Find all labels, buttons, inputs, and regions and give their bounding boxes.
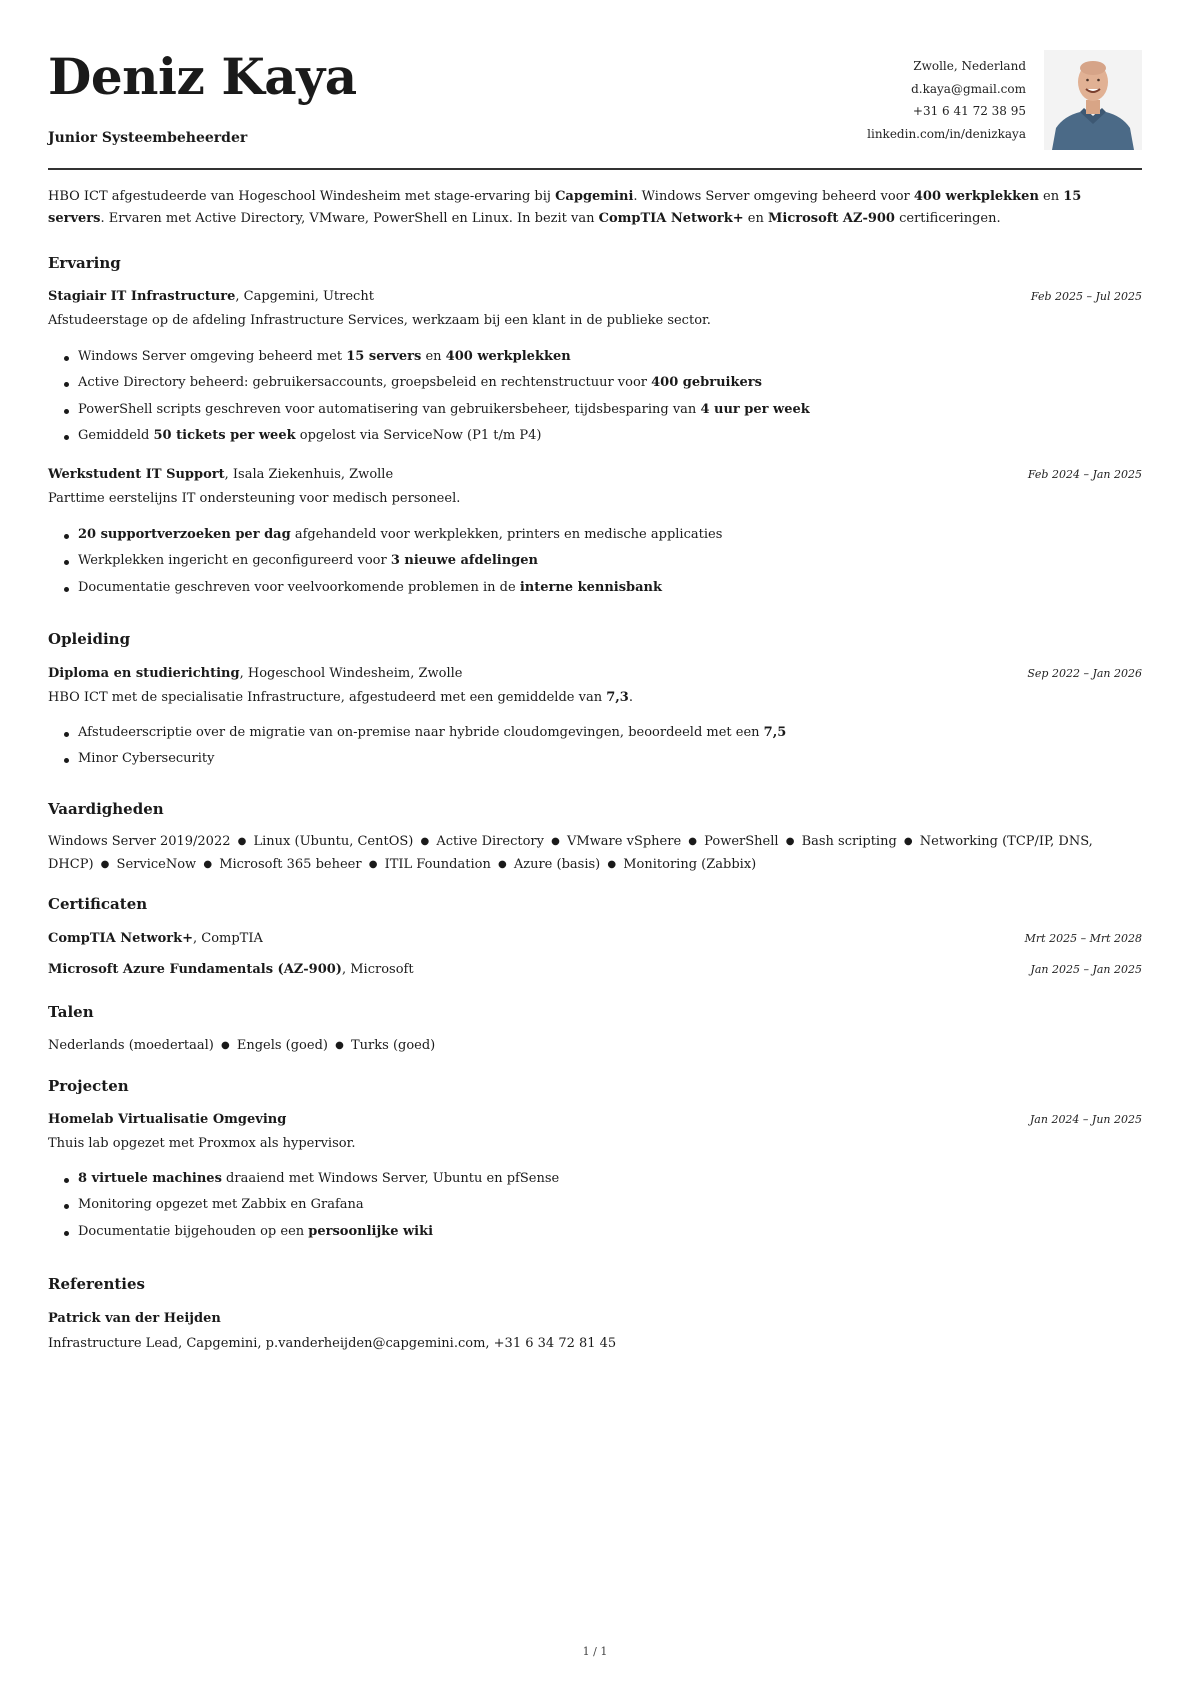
- certificate-issuer: , CompTIA: [193, 931, 263, 946]
- experience-entry-2-header: [48, 466, 1142, 484]
- reference-name: Patrick van der Heijden: [48, 1311, 221, 1326]
- list-item: Monitoring (Zabbix): [623, 857, 757, 872]
- text-run: . Windows Server omgeving beheerd voor: [633, 189, 914, 204]
- bullet-separator-icon: ●: [220, 1040, 230, 1051]
- list-item: VMware vSphere: [566, 834, 682, 849]
- project-entry-header: [48, 1111, 1142, 1129]
- emphasis-text: 8 virtuele machines: [78, 1171, 222, 1186]
- header-divider: [48, 168, 1142, 170]
- resume-header: [48, 0, 1142, 170]
- bullet-item: [78, 1219, 559, 1245]
- list-item: Nederlands (moedertaal): [48, 1038, 214, 1053]
- emphasis-text: 15 servers: [48, 189, 1082, 226]
- bullet-item: [78, 746, 786, 772]
- profile-summary: [48, 186, 1142, 230]
- emphasis-text: 50 tickets per week: [153, 428, 296, 444]
- bullet-item: [78, 575, 722, 601]
- contact-linkedin[interactable]: linkedin.com/in/denizkaya: [867, 126, 1026, 141]
- emphasis-text: 3 nieuwe afdelingen: [390, 553, 539, 569]
- section-title-experience: Ervaring: [48, 254, 121, 272]
- text-run: Active Directory beheerd: gebruikersaccounts, groepsbeleid en rechtenstructuur voor: [78, 375, 652, 391]
- page-indicator: 1 / 1: [582, 1645, 608, 1658]
- emphasis-text: 7,5: [763, 725, 787, 740]
- text-run: afgehandeld voor werkplekken, printers en medische applicaties: [290, 527, 723, 542]
- text-run: Windows Server omgeving beheerd met: [78, 349, 347, 364]
- emphasis-text: CompTIA Network+: [598, 211, 744, 226]
- section-title-certificates: Certificaten: [48, 895, 148, 913]
- resume-page: [48, 0, 1142, 1351]
- section-title-languages: Talen: [48, 1003, 94, 1021]
- education-description: [48, 689, 633, 707]
- person-photo-icon: [1044, 50, 1142, 150]
- education-school: , Hogeschool Windesheim, Zwolle: [239, 666, 463, 681]
- certificate-entry: [48, 930, 1142, 948]
- project-bullets: [78, 1166, 559, 1245]
- experience-description: Afstudeerstage op de afdeling Infrastructure Services, werkzaam bij een klant in de publieke sector.: [48, 313, 711, 328]
- bullet-item: [78, 1192, 559, 1218]
- text-run: en: [743, 211, 768, 226]
- list-item: Active Directory: [436, 834, 544, 849]
- certificate-date: Jan 2025 – Jan 2025: [1030, 963, 1142, 976]
- education-entry-header: [48, 665, 1142, 683]
- experience-role: Werkstudent IT Support: [48, 467, 225, 482]
- bullet-item: [78, 370, 810, 396]
- bullet-separator-icon: ●: [100, 859, 110, 870]
- emphasis-text: 400 werkplekken: [913, 189, 1039, 204]
- profile-photo: [1044, 50, 1142, 150]
- bullet-separator-icon: ●: [903, 836, 913, 847]
- bullet-separator-icon: ●: [420, 836, 430, 847]
- contact-phone[interactable]: +31 6 41 72 38 95: [912, 104, 1026, 118]
- emphasis-text: 20 supportverzoeken per dag: [78, 527, 291, 542]
- bullet-separator-icon: ●: [551, 836, 560, 847]
- project-description: Thuis lab opgezet met Proxmox als hypervisor.: [48, 1136, 356, 1151]
- emphasis-text: 400 werkplekken: [445, 349, 571, 364]
- text-run: PowerShell scripts geschreven voor automatisering van gebruikersbeheer, tijdsbesparing van: [78, 401, 701, 417]
- certificate-date: Mrt 2025 – Mrt 2028: [1024, 932, 1142, 945]
- bullet-separator-icon: ●: [368, 859, 378, 870]
- candidate-name: Deniz Kaya: [48, 47, 357, 106]
- text-run: Minor Cybersecurity: [78, 751, 215, 767]
- certificate-entry: [48, 961, 1142, 979]
- text-run: en: [421, 349, 446, 364]
- reference-details: Infrastructure Lead, Capgemini, p.vanderheijden@capgemini.com, +31 6 34 72 81 45: [48, 1336, 617, 1351]
- reference-name-row: [48, 1310, 1142, 1328]
- text-run: HBO ICT afgestudeerde van Hogeschool Windesheim met stage-ervaring bij: [48, 189, 556, 204]
- bullet-item: [78, 1166, 559, 1192]
- bullet-separator-icon: ●: [237, 836, 247, 847]
- experience-description: Parttime eerstelijns IT ondersteuning voor medisch personeel.: [48, 491, 461, 506]
- bullet-item: [78, 423, 810, 449]
- bullet-separator-icon: ●: [497, 859, 507, 870]
- bullet-item: [78, 522, 722, 548]
- list-item: Microsoft 365 beheer: [219, 857, 362, 872]
- emphasis-text: interne kennisbank: [519, 579, 663, 595]
- education-date: Sep 2022 – Jan 2026: [1027, 667, 1142, 680]
- list-item: Windows Server 2019/2022: [48, 834, 231, 849]
- text-run: Afstudeerscriptie over de migratie van on-premise naar hybride cloudomgevingen, beoordeeld met een: [78, 725, 764, 740]
- section-title-references: Referenties: [48, 1275, 145, 1293]
- experience-entry-1-header: [48, 288, 1142, 306]
- experience-org: , Isala Ziekenhuis, Zwolle: [224, 467, 394, 482]
- emphasis-text: 15 servers: [346, 349, 422, 364]
- bullet-item: [78, 548, 722, 574]
- list-item: Azure (basis): [513, 857, 601, 872]
- experience-date: Feb 2025 – Jul 2025: [1030, 290, 1142, 303]
- list-item: ITIL Foundation: [384, 857, 491, 872]
- text-run: certificeringen.: [894, 211, 1001, 226]
- education-bullets: [78, 720, 786, 773]
- experience-date: Feb 2024 – Jan 2025: [1027, 468, 1142, 481]
- project-date: Jan 2024 – Jun 2025: [1029, 1113, 1142, 1126]
- text-run: Documentatie geschreven voor veelvoorkomende problemen in de: [78, 579, 520, 595]
- bullet-item: [78, 344, 810, 370]
- text-run: en: [1038, 189, 1064, 204]
- list-item: ServiceNow: [116, 857, 197, 872]
- contact-location: Zwolle, Nederland: [913, 59, 1026, 73]
- bullet-separator-icon: ●: [785, 836, 795, 847]
- certificate-issuer: , Microsoft: [341, 962, 414, 977]
- text-run: . Ervaren met Active Directory, VMware, PowerShell en Linux. In bezit van: [100, 211, 599, 226]
- emphasis-text: persoonlijke wiki: [308, 1223, 434, 1239]
- list-item: Turks (goed): [351, 1038, 436, 1053]
- experience-bullets: [78, 344, 810, 450]
- certificate-name: CompTIA Network+: [48, 931, 193, 946]
- education-degree: Diploma en studierichting: [48, 666, 240, 681]
- text-run: Monitoring opgezet met Zabbix en Grafana: [78, 1197, 364, 1213]
- bullet-separator-icon: ●: [203, 859, 213, 870]
- experience-role: Stagiair IT Infrastructure: [48, 289, 236, 304]
- contact-block: [867, 55, 1026, 145]
- bullet-separator-icon: ●: [335, 1040, 344, 1051]
- text-run: Gemiddeld: [78, 428, 154, 444]
- list-item: PowerShell: [704, 834, 779, 849]
- languages-list: [48, 1034, 1142, 1057]
- emphasis-text: 7,3: [606, 690, 629, 705]
- text-run: Documentatie bijgehouden op een: [78, 1223, 309, 1239]
- experience-org: , Capgemini, Utrecht: [235, 289, 374, 304]
- bullet-separator-icon: ●: [688, 836, 698, 847]
- text-run: .: [628, 690, 633, 705]
- list-item: Linux (Ubuntu, CentOS): [253, 834, 414, 849]
- certificate-name: Microsoft Azure Fundamentals (AZ-900): [48, 962, 342, 977]
- list-item: Bash scripting: [801, 834, 897, 849]
- text-run: draaiend met Windows Server, Ubuntu en pfSense: [221, 1171, 560, 1186]
- text-run: Werkplekken ingericht en geconfigureerd voor: [78, 553, 391, 569]
- bullet-item: [78, 720, 786, 746]
- section-title-projects: Projecten: [48, 1077, 129, 1095]
- emphasis-text: Capgemini: [555, 189, 634, 204]
- bullet-separator-icon: ●: [607, 859, 617, 870]
- contact-email[interactable]: d.kaya@gmail.com: [911, 81, 1026, 96]
- job-title: Junior Systeembeheerder: [48, 130, 248, 146]
- emphasis-text: 4 uur per week: [700, 401, 810, 417]
- section-title-skills: Vaardigheden: [48, 800, 164, 818]
- skills-list: [48, 830, 1142, 876]
- bullet-item: [78, 397, 810, 423]
- list-item: Engels (goed): [236, 1038, 328, 1053]
- text-run: HBO ICT met de specialisatie Infrastructure, afgestudeerd met een gemiddelde van: [48, 690, 607, 705]
- experience-bullets: [78, 522, 722, 601]
- section-title-education: Opleiding: [48, 630, 131, 648]
- emphasis-text: Microsoft AZ-900: [767, 211, 895, 226]
- emphasis-text: 400 gebruikers: [651, 375, 762, 391]
- text-run: opgelost via ServiceNow (P1 t/m P4): [295, 428, 542, 444]
- list-item: Networking (TCP/IP, DNS, DHCP): [48, 834, 1093, 872]
- project-name: Homelab Virtualisatie Omgeving: [48, 1112, 287, 1127]
